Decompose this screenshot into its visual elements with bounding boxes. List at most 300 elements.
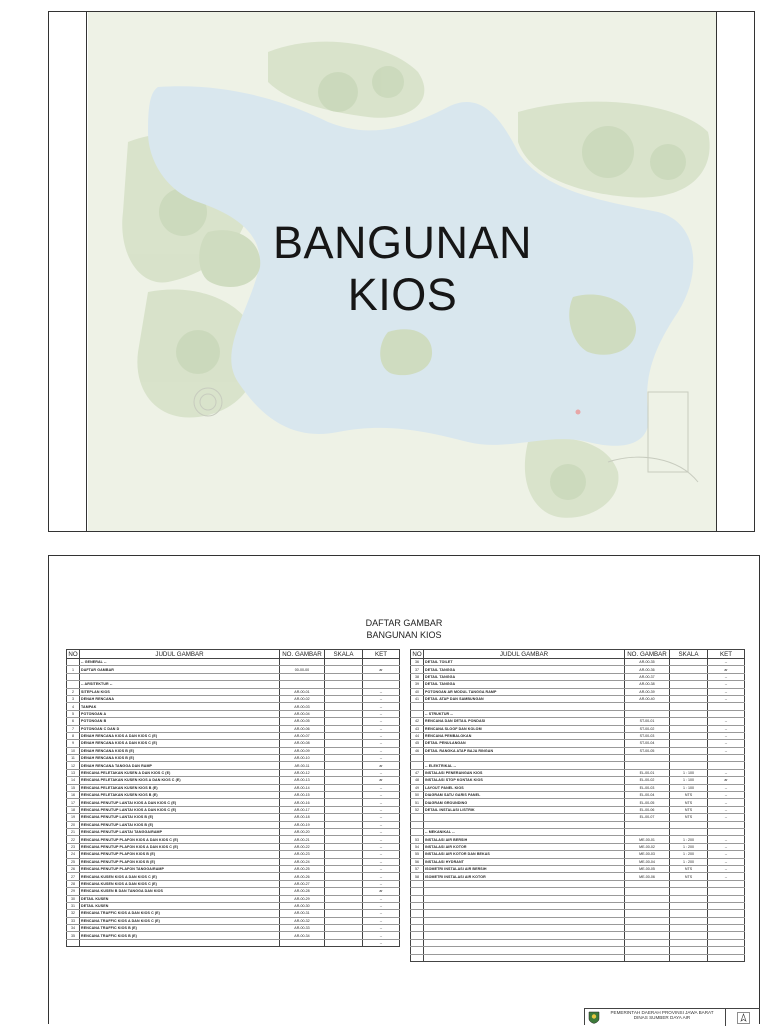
row-title: RENCANA TRAFFIC KIOS A DAN KIOS C (E) [80, 917, 280, 924]
row-remark: -- [363, 865, 400, 872]
row-scale [670, 925, 708, 932]
row-drawing-number: AR-00-02 [280, 695, 325, 702]
row-drawing-number: AR-00-18 [280, 814, 325, 821]
row-no: 15 [67, 784, 80, 791]
row-no: 36 [411, 659, 424, 666]
row-no: 5 [67, 710, 80, 717]
row-no: 58 [411, 873, 424, 880]
row-scale [325, 828, 363, 835]
row-drawing-number: AR-00-08 [280, 740, 325, 747]
row-drawing-number [625, 939, 670, 946]
row-drawing-number: AR-00-33 [280, 925, 325, 932]
row-scale [325, 688, 363, 695]
table-row [411, 806, 745, 813]
table-row [67, 910, 400, 917]
table-row [411, 821, 745, 828]
row-scale [325, 718, 363, 725]
table-row [67, 732, 400, 739]
table-row [67, 865, 400, 872]
row-scale: 1 : 200 [670, 836, 708, 843]
table-row [411, 777, 745, 784]
row-scale [670, 710, 708, 717]
row-scale [670, 828, 708, 835]
row-title [424, 947, 625, 954]
row-scale [670, 703, 708, 710]
row-scale [325, 740, 363, 747]
row-drawing-number: AR-00-17 [280, 806, 325, 813]
row-no: 8 [67, 732, 80, 739]
row-title: RENCANA PELETAKAN KUSEN KIOS A DAN KIOS C (E) [80, 777, 280, 784]
row-remark: -- [708, 873, 745, 880]
table-row [411, 843, 745, 850]
row-no: 38 [411, 673, 424, 680]
row-scale [670, 947, 708, 954]
row-scale [325, 917, 363, 924]
row-scale [325, 880, 363, 887]
row-no [411, 888, 424, 895]
row-drawing-number: ST-00-03 [625, 732, 670, 739]
row-drawing-number: AR-00-36 [625, 666, 670, 673]
row-remark: -- [363, 703, 400, 710]
row-remark: -- [363, 695, 400, 702]
row-no [411, 947, 424, 954]
row-drawing-number: AR-00-29 [280, 895, 325, 902]
row-title: RENCANA PELETAKAN KUSEN A DAN KIOS C (E) [80, 769, 280, 776]
cover-title-line1: BANGUNAN [272, 217, 533, 268]
table-row [67, 666, 400, 673]
table-row [411, 695, 745, 702]
row-drawing-number [625, 755, 670, 762]
row-no: 9 [67, 740, 80, 747]
col-skala: SKALA [670, 650, 708, 659]
row-scale [670, 910, 708, 917]
row-no [411, 939, 424, 946]
row-remark: ar [363, 777, 400, 784]
row-drawing-number: EL-00-03 [625, 784, 670, 791]
row-remark [708, 710, 745, 717]
row-drawing-number: AR-00-03 [280, 703, 325, 710]
row-no: 35 [67, 932, 80, 939]
row-remark: -- [363, 939, 400, 946]
row-remark: -- [363, 814, 400, 821]
row-scale [325, 895, 363, 902]
row-remark: -- [363, 851, 400, 858]
row-title: RENCANA TRAFFIC KIOS B (E) [80, 932, 280, 939]
table-row [67, 695, 400, 702]
row-no [411, 954, 424, 961]
row-drawing-number: AR-00-07 [280, 732, 325, 739]
row-no: 18 [67, 806, 80, 813]
row-title: DETAIL KUSEN [80, 895, 280, 902]
row-title: RENCANA PENUTUP LANTAI TANGGA/RAMP [80, 828, 280, 835]
table-row [411, 688, 745, 695]
row-remark [363, 681, 400, 688]
row-scale [325, 888, 363, 895]
row-no: 2 [67, 688, 80, 695]
row-scale [325, 858, 363, 865]
cover-title-line2: KIOS [347, 269, 458, 320]
row-remark: -- [708, 769, 745, 776]
row-remark: -- [363, 828, 400, 835]
row-no [411, 895, 424, 902]
table-row [67, 725, 400, 732]
row-no: 1 [67, 666, 80, 673]
north-arrow-icon [737, 1012, 750, 1024]
col-no-gambar: NO. GAMBAR [280, 650, 325, 659]
row-scale [325, 784, 363, 791]
row-no: 49 [411, 784, 424, 791]
row-no [411, 710, 424, 717]
col-no: NO [412, 650, 422, 658]
row-scale [670, 666, 708, 673]
row-drawing-number: ST-00-01 [625, 718, 670, 725]
row-remark: -- [363, 732, 400, 739]
row-drawing-number [280, 659, 325, 666]
row-scale: 1 : 100 [670, 777, 708, 784]
row-no: 53 [411, 836, 424, 843]
row-title: DAFTAR GAMBAR [80, 666, 280, 673]
table-row [411, 851, 745, 858]
row-remark: -- [363, 769, 400, 776]
row-no: 47 [411, 769, 424, 776]
row-drawing-number: AR-00-05 [280, 718, 325, 725]
table-row [411, 947, 745, 954]
row-scale [670, 681, 708, 688]
row-no: 57 [411, 865, 424, 872]
row-drawing-number: EL-00-06 [625, 806, 670, 813]
row-scale [325, 732, 363, 739]
row-drawing-number: AR-00-35 [625, 659, 670, 666]
row-scale [325, 695, 363, 702]
row-scale [325, 910, 363, 917]
row-drawing-number [625, 703, 670, 710]
row-scale [325, 710, 363, 717]
row-no: 42 [411, 718, 424, 725]
row-no: 43 [411, 725, 424, 732]
row-no [67, 673, 80, 680]
row-no [411, 814, 424, 821]
row-no: 55 [411, 851, 424, 858]
row-remark: -- [363, 925, 400, 932]
table-row [67, 939, 400, 946]
row-remark: -- [363, 792, 400, 799]
table-row [67, 814, 400, 821]
table-row [411, 902, 745, 909]
row-title: INSTALASI AIR BERSIH [424, 836, 625, 843]
table-row [411, 814, 745, 821]
row-no [411, 880, 424, 887]
row-remark: -- [363, 895, 400, 902]
row-drawing-number [625, 925, 670, 932]
row-title: RENCANA PENUTUP PLAFON KIOS A DAN KIOS C (E) [80, 843, 280, 850]
row-no: 44 [411, 732, 424, 739]
row-no: 17 [67, 799, 80, 806]
row-scale [670, 954, 708, 961]
row-scale: 1 : 100 [670, 784, 708, 791]
row-title: TAMPAK [80, 703, 280, 710]
row-remark: -- [708, 858, 745, 865]
row-title: RENCANA PENUTUP LANTAI KIOS B (E) [80, 814, 280, 821]
row-title [424, 939, 625, 946]
row-title [424, 954, 625, 961]
table-row [67, 799, 400, 806]
table-row [67, 851, 400, 858]
table-row [411, 888, 745, 895]
row-scale [325, 836, 363, 843]
row-title [424, 925, 625, 932]
row-title: DETAIL TANGGA [424, 666, 625, 673]
row-drawing-number: AR-00-11 [280, 762, 325, 769]
row-scale [670, 755, 708, 762]
row-title: DIAGRAM SATU GARIS PANEL [424, 792, 625, 799]
row-title: DENAH RENCANA [80, 695, 280, 702]
row-scale: NTS [670, 792, 708, 799]
row-no: 11 [67, 755, 80, 762]
row-title: DETAIL KUSEN [80, 902, 280, 909]
row-title: POTONGAN C DAN D [80, 725, 280, 732]
col-no-gambar: NO. GAMBAR [625, 650, 670, 659]
table-row [67, 806, 400, 813]
row-no: 21 [67, 828, 80, 835]
table-row [411, 703, 745, 710]
row-drawing-number [625, 880, 670, 887]
table-row [67, 688, 400, 695]
row-scale [670, 688, 708, 695]
row-scale [325, 799, 363, 806]
row-remark: -- [363, 858, 400, 865]
col-skala: SKALA [325, 650, 363, 659]
row-drawing-number: EL-00-01 [625, 769, 670, 776]
row-drawing-number: AR-00-23 [280, 851, 325, 858]
row-drawing-number: AR-00-39 [625, 688, 670, 695]
row-scale [670, 725, 708, 732]
row-drawing-number: ST-00-02 [625, 725, 670, 732]
row-title: DENAH RENCANA KIOS B (E) [80, 755, 280, 762]
row-remark [708, 828, 745, 835]
row-remark: -- [708, 843, 745, 850]
table-row [411, 873, 745, 880]
row-no: 41 [411, 695, 424, 702]
row-remark: -- [363, 784, 400, 791]
row-no: 3 [67, 695, 80, 702]
table-row [411, 732, 745, 739]
row-remark: -- [363, 688, 400, 695]
row-title: -- STRUKTUR -- [424, 710, 625, 717]
table-row [67, 821, 400, 828]
row-remark: -- [363, 873, 400, 880]
row-no [411, 917, 424, 924]
row-drawing-number: AR-00-26 [280, 873, 325, 880]
row-drawing-number: ME-00-02 [625, 843, 670, 850]
table-row [411, 880, 745, 887]
row-no: 27 [67, 873, 80, 880]
row-remark [363, 673, 400, 680]
table-row [411, 836, 745, 843]
row-scale [670, 762, 708, 769]
row-title [424, 821, 625, 828]
index-sheet [48, 555, 760, 1024]
row-title: DENAH RENCANA KIOS A DAN KIOS C (E) [80, 732, 280, 739]
row-title: RENCANA PENUTUP PLAFON TANGGA/RAMP [80, 865, 280, 872]
row-remark: -- [708, 740, 745, 747]
table-row [67, 784, 400, 791]
table-row [411, 666, 745, 673]
col-judul: JUDUL GAMBAR [80, 650, 280, 659]
row-no [411, 703, 424, 710]
row-scale [325, 806, 363, 813]
col-ket: KET [708, 650, 745, 659]
row-scale [670, 917, 708, 924]
row-remark [708, 888, 745, 895]
row-no: 22 [67, 836, 80, 843]
row-remark: -- [363, 910, 400, 917]
row-no: 4 [67, 703, 80, 710]
row-scale [325, 792, 363, 799]
row-drawing-number: AR-00-30 [280, 902, 325, 909]
row-title [424, 703, 625, 710]
row-no: 48 [411, 777, 424, 784]
table-row [411, 762, 745, 769]
index-title [49, 617, 759, 641]
row-remark: -- [708, 695, 745, 702]
row-scale [325, 939, 363, 946]
row-drawing-number: EL-00-05 [625, 799, 670, 806]
row-scale [670, 932, 708, 939]
cover-right-margin [716, 12, 754, 531]
row-remark: -- [363, 836, 400, 843]
row-drawing-number [625, 947, 670, 954]
row-title: RENCANA PENUTUP LANTAI KIOS B (E) [80, 821, 280, 828]
row-no: 46 [411, 747, 424, 754]
table-row [411, 747, 745, 754]
row-no [411, 910, 424, 917]
row-drawing-number [625, 902, 670, 909]
table-row [67, 681, 400, 688]
title-block-text [603, 1010, 721, 1020]
table-row [67, 836, 400, 843]
table-row [411, 858, 745, 865]
row-scale [670, 732, 708, 739]
row-scale [325, 865, 363, 872]
row-drawing-number: EL-00-07 [625, 814, 670, 821]
row-remark [708, 902, 745, 909]
table-row [411, 725, 745, 732]
title-block [584, 1008, 760, 1025]
table-row [411, 939, 745, 946]
agency-line1: PEMERINTAH DAERAH PROVINSI JAWA BARAT [610, 1010, 714, 1015]
row-drawing-number: AR-00-24 [280, 858, 325, 865]
row-scale: 1 : 200 [670, 858, 708, 865]
table-row [411, 673, 745, 680]
row-drawing-number: AR-00-25 [280, 865, 325, 872]
row-drawing-number: AR-00-31 [280, 910, 325, 917]
row-no [67, 681, 80, 688]
row-no: 45 [411, 740, 424, 747]
table-row [67, 858, 400, 865]
row-scale: NTS [670, 865, 708, 872]
row-drawing-number [280, 673, 325, 680]
row-remark: -- [708, 681, 745, 688]
row-remark [363, 659, 400, 666]
row-drawing-number: AR-00-12 [280, 769, 325, 776]
table-row [67, 740, 400, 747]
row-title: RENCANA TRAFFIC KIOS A DAN KIOS C (E) [80, 910, 280, 917]
row-no: 51 [411, 799, 424, 806]
row-drawing-number [625, 954, 670, 961]
agency-line2: DINAS SUMBER DAYA AIR [633, 1015, 691, 1020]
table-row [411, 925, 745, 932]
row-scale [670, 740, 708, 747]
row-remark: -- [363, 740, 400, 747]
row-title: DENAH RENCANA KIOS B (E) [80, 747, 280, 754]
row-scale [325, 902, 363, 909]
row-drawing-number [280, 681, 325, 688]
table-row [67, 673, 400, 680]
row-scale [670, 880, 708, 887]
row-no: 29 [67, 888, 80, 895]
row-remark: -- [708, 836, 745, 843]
row-remark: -- [363, 799, 400, 806]
row-drawing-number: AR-00-27 [280, 880, 325, 887]
col-judul: JUDUL GAMBAR [424, 650, 625, 659]
row-scale [325, 703, 363, 710]
table-row [411, 769, 745, 776]
row-no [411, 932, 424, 939]
row-no: 26 [67, 865, 80, 872]
row-scale [325, 873, 363, 880]
row-title: INSTALASI PENERANGAN KIOS [424, 769, 625, 776]
row-remark: -- [708, 659, 745, 666]
table-row [67, 718, 400, 725]
row-no: 6 [67, 718, 80, 725]
row-title: DETAIL TANGGA [424, 673, 625, 680]
row-remark: -- [708, 673, 745, 680]
west-java-emblem-icon [588, 1011, 600, 1024]
row-title: RENCANA DAN DETAIL PONDASI [424, 718, 625, 725]
row-title: RENCANA PENUTUP PLAFON KIOS B (E) [80, 858, 280, 865]
row-no: 12 [67, 762, 80, 769]
row-no [67, 659, 80, 666]
row-no [411, 821, 424, 828]
row-title: RENCANA PELETAKAN KUSEN KIOS B (E) [80, 784, 280, 791]
row-title: DETAIL TOILET [424, 659, 625, 666]
row-drawing-number: AR-00-14 [280, 784, 325, 791]
cover-left-margin [49, 12, 87, 531]
row-remark [708, 932, 745, 939]
row-no: 28 [67, 880, 80, 887]
row-title: INSTALASI AIR KOTOR DAN BEKAS [424, 851, 625, 858]
row-scale [325, 755, 363, 762]
row-scale [670, 718, 708, 725]
row-remark: ar [363, 888, 400, 895]
row-remark: -- [363, 725, 400, 732]
row-remark: -- [363, 755, 400, 762]
row-title: DETAIL RANGKA ATAP BAJA RINGAN [424, 747, 625, 754]
row-title: -- ARSITEKTUR -- [80, 681, 280, 688]
row-no: 25 [67, 858, 80, 865]
row-remark: -- [363, 917, 400, 924]
table-row [411, 895, 745, 902]
table-row [411, 917, 745, 924]
table-row [67, 659, 400, 666]
row-scale [670, 695, 708, 702]
table-row [411, 755, 745, 762]
table-row [67, 777, 400, 784]
table-row [67, 703, 400, 710]
row-drawing-number: ME-00-03 [625, 851, 670, 858]
row-drawing-number [625, 895, 670, 902]
row-drawing-number [625, 828, 670, 835]
